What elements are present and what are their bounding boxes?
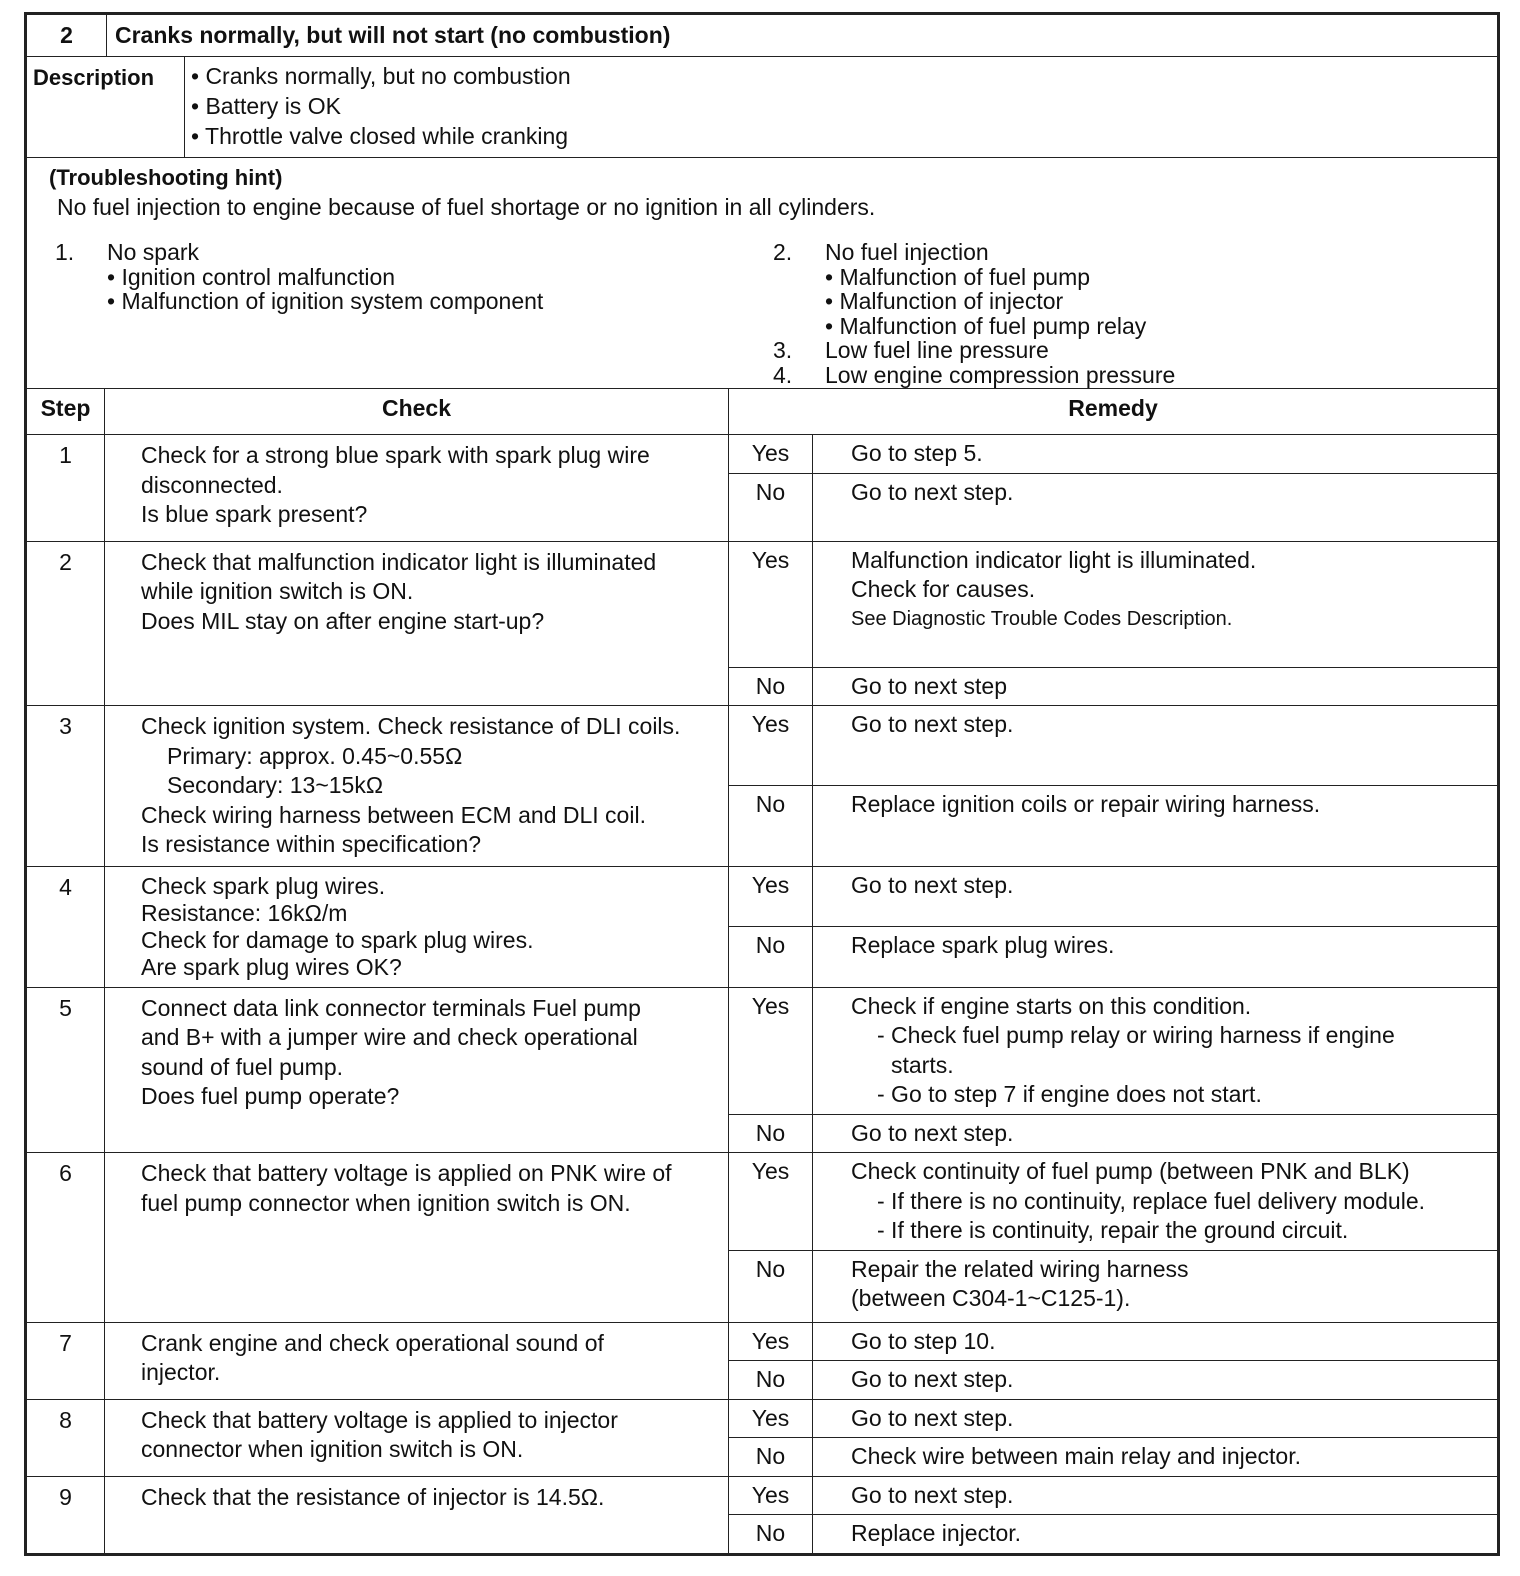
yes-label: Yes: [729, 1476, 813, 1515]
hint-label: Low fuel line pressure: [825, 337, 1049, 363]
table-row: [27, 987, 1498, 1114]
check-line: Primary: approx. 0.45~0.55Ω: [167, 742, 463, 769]
remedy-line: Check if engine starts on this condition.: [851, 992, 1252, 1019]
description-body: [185, 57, 1498, 158]
remedy-line: Check for causes.: [851, 576, 1036, 602]
section-title: Cranks normally, but will not start (no combustion): [107, 15, 1498, 57]
description-item: • Cranks normally, but no combustion: [191, 63, 571, 89]
step-check: [105, 987, 729, 1153]
check-line: Check for a strong blue spark with spark plug wire: [141, 442, 650, 468]
remedy-no: Check wire between main relay and injector.: [813, 1438, 1498, 1477]
table-row: [27, 1153, 1498, 1251]
remedy-line: Repair the related wiring harness: [851, 1255, 1189, 1282]
check-line: Check that the resistance of injector is 14.5Ω.: [141, 1483, 605, 1510]
check-line: Check that battery voltage is applied on PNK wire of: [141, 1160, 672, 1186]
step-number: 2: [27, 541, 105, 706]
remedy-no: Replace injector.: [813, 1515, 1498, 1554]
hint-num: 2.: [773, 239, 793, 265]
step-number: 5: [27, 987, 105, 1153]
check-line: Connect data link connector terminals Fuel pump: [141, 994, 641, 1021]
check-line: fuel pump connector when ignition switch is ON.: [141, 1189, 631, 1216]
remedy-yes: [813, 541, 1498, 667]
description-item: • Battery is OK: [191, 93, 341, 119]
check-line: Secondary: 13~15kΩ: [167, 772, 384, 798]
no-label: No: [729, 1250, 813, 1322]
remedy-line: (between C304-1~C125-1).: [851, 1285, 1131, 1311]
table-row: [27, 435, 1498, 474]
check-line: while ignition switch is ON.: [141, 578, 414, 604]
hint-bullet: • Ignition control malfunction: [107, 263, 396, 290]
step-check: [105, 435, 729, 542]
hint-bullet: • Malfunction of fuel pump: [825, 263, 1091, 290]
check-line: Is resistance within specification?: [141, 831, 482, 857]
remedy-line: Malfunction indicator light is illuminated.: [851, 546, 1257, 573]
check-line: Is blue spark present?: [141, 501, 368, 527]
check-line: Check wiring harness between ECM and DLI coil.: [141, 801, 646, 828]
step-number: 1: [27, 435, 105, 542]
remedy-no: Go to next step.: [813, 1114, 1498, 1153]
step-check: [105, 1399, 729, 1476]
hint-num: 4.: [773, 361, 793, 388]
remedy-yes: Go to step 5.: [813, 435, 1498, 474]
step-check: [105, 1476, 729, 1553]
step-check: [105, 706, 729, 867]
check-line: and B+ with a jumper wire and check operational: [141, 1024, 638, 1050]
yes-label: Yes: [729, 435, 813, 474]
remedy-no: Replace spark plug wires.: [813, 927, 1498, 988]
check-line: injector.: [141, 1359, 221, 1385]
table-row: [27, 541, 1498, 667]
hint-title: (Troubleshooting hint): [49, 165, 283, 190]
check-line: connector when ignition switch is ON.: [141, 1436, 524, 1462]
column-header-step: Step: [27, 389, 105, 435]
hint-label: No spark: [107, 239, 200, 265]
yes-label: Yes: [729, 706, 813, 786]
hint-cause-right: [773, 240, 1175, 387]
remedy-line: - Go to step 7 if engine does not start.: [877, 1081, 1262, 1107]
remedy-note: See Diagnostic Trouble Codes Description.: [851, 607, 1233, 630]
step-number: 3: [27, 706, 105, 867]
remedy-line: starts.: [891, 1051, 954, 1078]
troubleshooting-hint: [26, 158, 1498, 388]
check-line: Check for damage to spark plug wires.: [141, 926, 534, 953]
troubleshooting-sheet: [24, 12, 1500, 1556]
column-header-check: Check: [105, 389, 729, 435]
hint-num: 1.: [55, 239, 75, 265]
hint-label: No fuel injection: [825, 239, 989, 265]
remedy-no: Go to next step: [813, 667, 1498, 706]
hint-bullet: • Malfunction of fuel pump relay: [825, 312, 1147, 339]
steps-table: [26, 388, 1498, 1554]
check-line: Are spark plug wires OK?: [141, 953, 402, 980]
yes-label: Yes: [729, 866, 813, 927]
no-label: No: [729, 1438, 813, 1477]
step-number: 9: [27, 1476, 105, 1553]
remedy-no: Go to next step.: [813, 473, 1498, 541]
no-label: No: [729, 1114, 813, 1153]
hint-num: 3.: [773, 337, 793, 363]
step-check: [105, 1322, 729, 1399]
step-check: [105, 541, 729, 706]
check-line: Crank engine and check operational sound of: [141, 1329, 604, 1356]
remedy-yes: Go to next step.: [813, 866, 1498, 927]
header-table: [26, 14, 1498, 57]
no-label: No: [729, 473, 813, 541]
check-line: Resistance: 16kΩ/m: [141, 899, 348, 926]
table-row: [27, 866, 1498, 927]
remedy-yes: [813, 987, 1498, 1114]
yes-label: Yes: [729, 1399, 813, 1438]
description-item: • Throttle valve closed while cranking: [191, 123, 569, 149]
hint-bullet: • Malfunction of ignition system component: [107, 288, 544, 314]
hint-text: No fuel injection to engine because of fuel shortage or no ignition in all cylinders.: [57, 194, 876, 220]
step-number: 7: [27, 1322, 105, 1399]
remedy-yes: Go to next step.: [813, 706, 1498, 786]
remedy-yes: Go to next step.: [813, 1476, 1498, 1515]
hint-bullet: • Malfunction of injector: [825, 288, 1064, 314]
remedy-line: Check continuity of fuel pump (between PNK and BLK): [851, 1158, 1410, 1184]
no-label: No: [729, 1361, 813, 1400]
remedy-line: - Check fuel pump relay or wiring harness if engine: [877, 1022, 1395, 1048]
remedy-line: - If there is no continuity, replace fuel delivery module.: [877, 1187, 1426, 1214]
remedy-line: - If there is continuity, repair the ground circuit.: [877, 1217, 1349, 1243]
no-label: No: [729, 786, 813, 866]
remedy-no: Go to next step.: [813, 1361, 1498, 1400]
check-line: Check ignition system. Check resistance of DLI coils.: [141, 713, 681, 739]
check-line: disconnected.: [141, 471, 283, 498]
check-line: sound of fuel pump.: [141, 1053, 344, 1080]
table-row: [27, 1399, 1498, 1438]
description-label: Description: [27, 57, 185, 158]
remedy-yes: [813, 1153, 1498, 1251]
description-table: [26, 56, 1498, 158]
yes-label: Yes: [729, 1153, 813, 1251]
no-label: No: [729, 667, 813, 706]
remedy-yes: Go to step 10.: [813, 1322, 1498, 1361]
table-row: [27, 1322, 1498, 1361]
table-row: [27, 1476, 1498, 1515]
yes-label: Yes: [729, 1322, 813, 1361]
check-line: Does fuel pump operate?: [141, 1083, 400, 1109]
table-row: [27, 706, 1498, 786]
check-line: Does MIL stay on after engine start-up?: [141, 607, 545, 634]
yes-label: Yes: [729, 987, 813, 1114]
remedy-no: Replace ignition coils or repair wiring harness.: [813, 786, 1498, 866]
step-number: 6: [27, 1153, 105, 1323]
section-number: 2: [27, 15, 107, 57]
step-check: [105, 1153, 729, 1323]
remedy-no: [813, 1250, 1498, 1322]
step-check: [105, 866, 729, 987]
no-label: No: [729, 927, 813, 988]
hint-cause-left: [55, 240, 543, 314]
step-number: 4: [27, 866, 105, 987]
no-label: No: [729, 1515, 813, 1554]
yes-label: Yes: [729, 541, 813, 667]
hint-label: Low engine compression pressure: [825, 361, 1176, 388]
check-line: Check that battery voltage is applied to injector: [141, 1406, 618, 1433]
check-line: Check spark plug wires.: [141, 872, 386, 899]
remedy-yes: Go to next step.: [813, 1399, 1498, 1438]
column-header-remedy: Remedy: [729, 389, 1498, 435]
step-number: 8: [27, 1399, 105, 1476]
check-line: Check that malfunction indicator light is illuminated: [141, 548, 657, 575]
